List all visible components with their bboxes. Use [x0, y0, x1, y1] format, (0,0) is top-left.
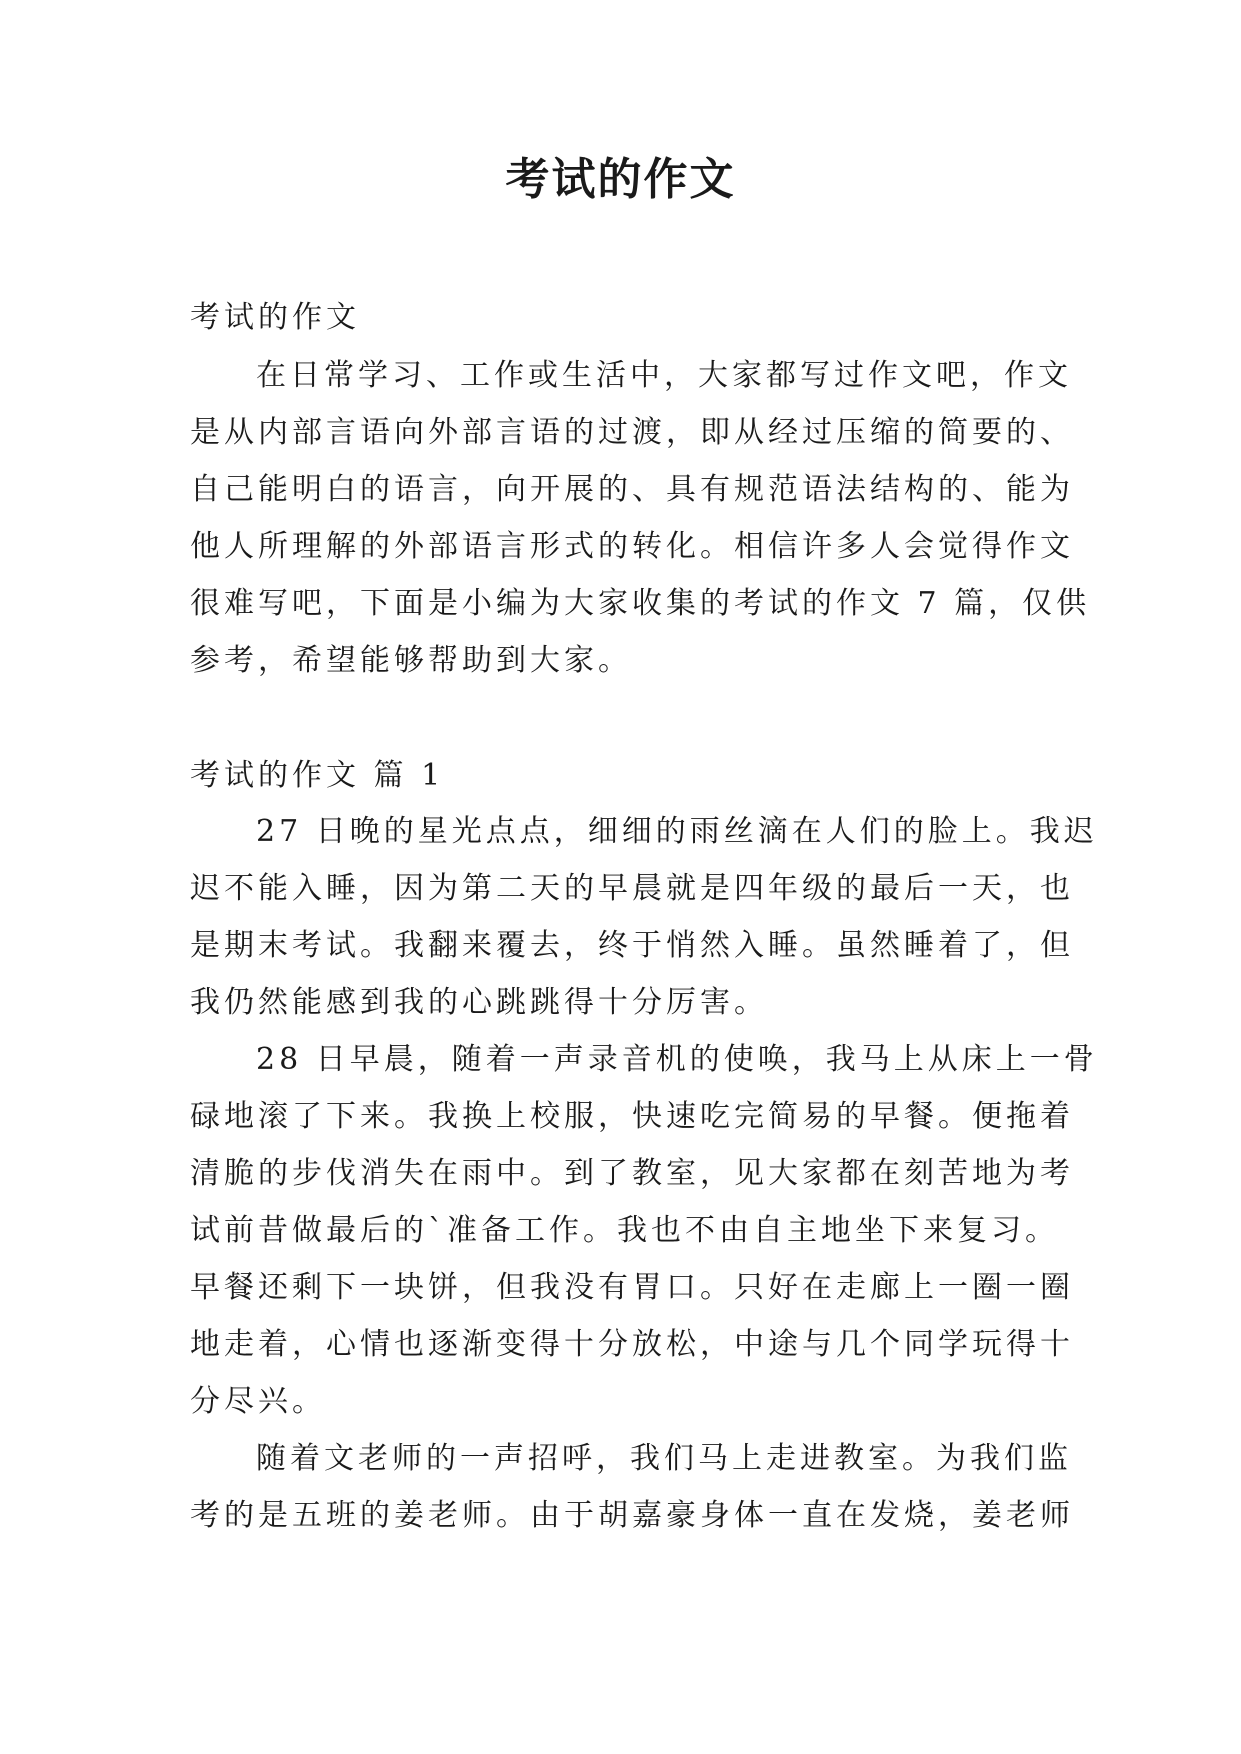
paragraph-line: 我仍然能感到我的心跳跳得十分厉害。	[190, 985, 768, 1020]
document-subtitle: 考试的作文	[190, 300, 360, 335]
intro-line: 参考，希望能够帮助到大家。	[190, 643, 632, 678]
paragraph-line: 27 日晚的星光点点，细细的雨丝滴在人们的脸上。我迟	[256, 814, 1098, 849]
intro-line: 很难写吧，下面是小编为大家收集的考试的作文 7 篇，仅供	[190, 586, 1091, 621]
paragraph-line: 分尽兴。	[190, 1384, 326, 1419]
intro-line: 是从内部言语向外部言语的过渡，即从经过压缩的简要的、	[190, 415, 1074, 450]
document-title: 考试的作文	[505, 154, 736, 205]
intro-line: 他人所理解的外部语言形式的转化。相信许多人会觉得作文	[190, 529, 1074, 564]
paragraph-line: 清脆的步伐消失在雨中。到了教室，见大家都在刻苦地为考	[190, 1156, 1074, 1191]
paragraph-line: 随着文老师的一声招呼，我们马上走进教室。为我们监	[256, 1441, 1072, 1476]
section-heading: 考试的作文 篇 1	[190, 758, 445, 793]
paragraph-line: 是期末考试。我翻来覆去，终于悄然入睡。虽然睡着了，但	[190, 928, 1074, 963]
paragraph-line: 试前昔做最后的`准备工作。我也不由自主地坐下来复习。	[190, 1213, 1059, 1248]
intro-line: 自己能明白的语言，向开展的、具有规范语法结构的、能为	[190, 472, 1074, 507]
paragraph-line: 28 日早晨，随着一声录音机的使唤，我马上从床上一骨	[256, 1042, 1098, 1077]
paragraph-line: 迟不能入睡，因为第二天的早晨就是四年级的最后一天，也	[190, 871, 1074, 906]
paragraph-line: 早餐还剩下一块饼，但我没有胃口。只好在走廊上一圈一圈	[190, 1270, 1074, 1305]
paragraph-line: 考的是五班的姜老师。由于胡嘉豪身体一直在发烧，姜老师	[190, 1498, 1074, 1533]
paragraph-line: 碌地滚了下来。我换上校服，快速吃完简易的早餐。便拖着	[190, 1099, 1074, 1134]
paragraph-line: 地走着，心情也逐渐变得十分放松，中途与几个同学玩得十	[190, 1327, 1074, 1362]
intro-line: 在日常学习、工作或生活中，大家都写过作文吧，作文	[256, 358, 1072, 393]
